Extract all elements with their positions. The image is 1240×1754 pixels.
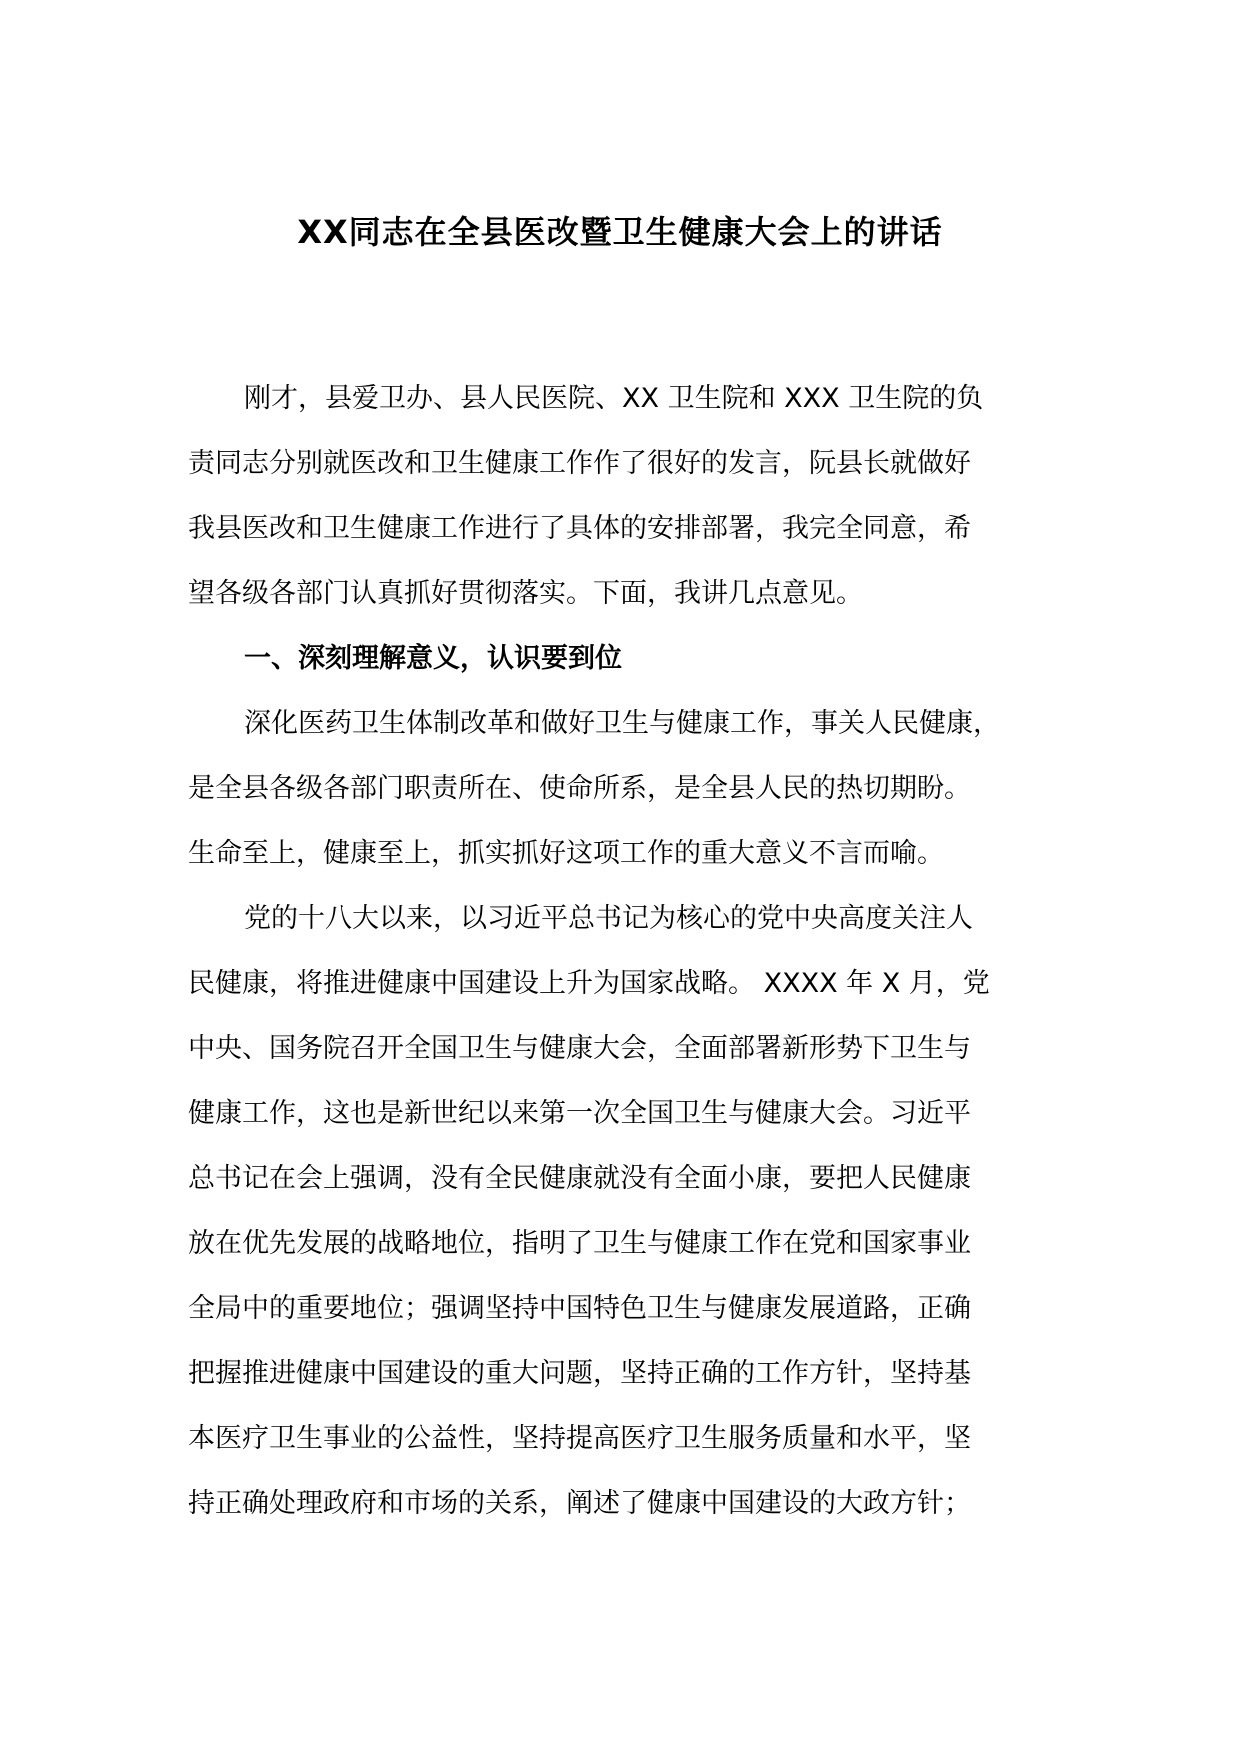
section-heading: 一、深刻理解意义，认识要到位 xyxy=(244,643,622,674)
paragraph-line: 放在优先发展的战略地位，指明了卫生与健康工作在党和国家事业 xyxy=(188,1228,971,1259)
paragraph-line: 是全县各级各部门职责所在、使命所系，是全县人民的热切期盼。 xyxy=(188,773,971,804)
paragraph-line: 持正确处理政府和市场的关系，阐述了健康中国建设的大政方针； xyxy=(188,1488,971,1519)
paragraph-line: 责同志分别就医改和卫生健康工作作了很好的发言，阮县长就做好 xyxy=(188,448,971,479)
paragraph-line: 我县医改和卫生健康工作进行了具体的安排部署，我完全同意，希 xyxy=(188,513,971,544)
document-body xyxy=(188,366,1054,1536)
paragraph-line: 望各级各部门认真抓好贯彻落实。下面，我讲几点意见。 xyxy=(188,578,863,609)
paragraph-line: 本医疗卫生事业的公益性，坚持提高医疗卫生服务质量和水平，坚 xyxy=(188,1423,971,1454)
paragraph-line: 全局中的重要地位；强调坚持中国特色卫生与健康发展道路，正确 xyxy=(188,1293,971,1324)
paragraph-line: 深化医药卫生体制改革和做好卫生与健康工作，事关人民健康， xyxy=(244,708,1000,739)
paragraph-line: 民健康，将推进健康中国建设上升为国家战略。 XXXX 年 X 月，党 xyxy=(188,968,990,999)
paragraph-line: 刚才，县爱卫办、县人民医院、XX 卫生院和 XXX 卫生院的负 xyxy=(244,383,984,414)
paragraph-line: 生命至上，健康至上，抓实抓好这项工作的重大意义不言而喻。 xyxy=(188,838,944,869)
paragraph-line: 总书记在会上强调，没有全民健康就没有全面小康，要把人民健康 xyxy=(188,1163,971,1194)
paragraph-line: 健康工作，这也是新世纪以来第一次全国卫生与健康大会。习近平 xyxy=(188,1098,971,1129)
document-title: XX同志在全县医改暨卫生健康大会上的讲话 xyxy=(297,213,943,251)
paragraph-line: 中央、国务院召开全国卫生与健康大会，全面部署新形势下卫生与 xyxy=(188,1033,971,1064)
paragraph-line: 党的十八大以来，以习近平总书记为核心的党中央高度关注人 xyxy=(244,903,973,934)
paragraph-line: 把握推进健康中国建设的重大问题，坚持正确的工作方针，坚持基 xyxy=(188,1358,971,1389)
